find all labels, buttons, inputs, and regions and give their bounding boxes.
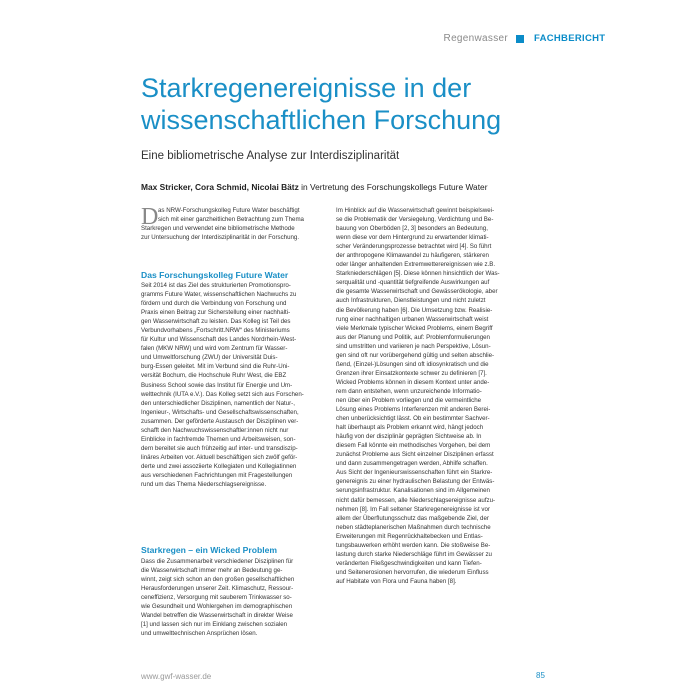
- text-line: aus der Planung und Politik, auf: Problemformulierungen: [336, 333, 490, 341]
- text-line: Im Hinblick auf die Wasserwirtschaft gewinnt beispielswei-: [336, 207, 495, 214]
- section-body-future-water: [141, 281, 335, 489]
- text-line: gramms Future Water, wissenschaftlichen Nachwuchs zu: [141, 291, 297, 299]
- text-line: Aus Sicht der Ingenieurswissenschaften führt ein Starkre-: [336, 469, 493, 477]
- text-line: sind umstritten und variieren je nach Perspektive, Lösun-: [336, 342, 491, 350]
- text-line: auch Infrastrukturen, Dienstleistungen und nicht zuletzt: [336, 297, 486, 305]
- text-line: und umwelttechnischen Ansprüchen lösen.: [141, 630, 258, 638]
- abstract-dropcap: D: [141, 204, 159, 230]
- section-body-wicked-problem: [141, 557, 335, 638]
- section-heading-future-water: Das Forschungskolleg Future Water: [141, 270, 289, 280]
- text-line: den unterschiedlicher Disziplinen, namentlich der Natur-,: [141, 399, 295, 407]
- text-line: Lösung eines Problems Interferenzen mit anderen Berei-: [336, 406, 491, 414]
- text-line: halt überhaupt als Problem erkannt wird, hängt jedoch: [336, 424, 484, 432]
- page-header: [0, 33, 700, 49]
- text-line: Erweiterungen mit Regenrückhaltebecken und Entlas-: [336, 532, 483, 540]
- text-line: nicht dafür bemessen, alle Niederschlagsereignisse aufzu-: [336, 496, 496, 504]
- text-line: häufig von der disziplinär geprägten Sichtweise ab. In: [336, 433, 482, 441]
- text-line: Wandel betreffen die Wasserwirtschaft in direkter Weise: [141, 612, 293, 620]
- text-line: der anthropogene Klimawandel zu häufigeren, stärkeren: [336, 252, 489, 260]
- text-line: welttechnik (IUTA e.V.). Das Kolleg setzt sich aus Forschen-: [141, 390, 304, 398]
- header-section: Regenwasser: [443, 33, 508, 44]
- text-line: se die Problematik der Versiegelung, Verdichtung und Be-: [336, 216, 494, 224]
- text-line: neben städteplanerischen Maßnahmen durch technische: [336, 523, 491, 531]
- text-line: und Umweltforschung (ZWU) der Universität Duis-: [141, 354, 278, 362]
- text-line: [1] und lassen sich nur im Einklang zwischen sozialen: [141, 621, 288, 629]
- text-line: serqualität und -quantität tiefgreifende Auswirkungen auf: [336, 279, 490, 287]
- text-line: ßend, (Einzel-)Lösungen sind oft idiosynkratisch und die: [336, 360, 489, 368]
- page-number: 85: [536, 671, 545, 680]
- text-line: tungsbauwerken erhöht werden kann. Die stoßweise Be-: [336, 541, 491, 549]
- text-line: auf Habitate von Flora und Fauna haben [8].: [336, 577, 457, 585]
- text-line: oder länger anhaltenden Extremwetterereignissen wie z.B.: [336, 261, 496, 269]
- text-line: Einblicke in fachfremde Themen und Arbeitsweisen, son-: [141, 435, 296, 443]
- text-line: Praxis einen Beitrag zur Sicherstellung einer nachhalti-: [141, 309, 291, 317]
- text-line: scher Veränderungsprozesse betrachtet wird [4]. So führt: [336, 243, 492, 251]
- abstract-line: sich mit einer ganzheitlichen Betrachtung zum Thema: [158, 216, 304, 223]
- author-affiliation: in Vertretung des Forschungskollegs Future Water: [298, 182, 488, 192]
- text-line: Business School sowie das Institut für Energie und Um-: [141, 381, 293, 389]
- text-line: zunächst Probleme aus Sicht einzelner Disziplinen erfasst: [336, 451, 494, 459]
- text-line: fördern und durch die Verbindung von Forschung und: [141, 300, 287, 308]
- text-line: falen (MKW NRW) und wird vom Zentrum für Wasser-: [141, 345, 288, 353]
- text-line: linäres Arbeiten vor. Aktuell beschäftigen sich zwölf geför-: [141, 453, 298, 461]
- text-line: und Seitenerosionen hervorrufen, die wiederum Einfluss: [336, 568, 489, 576]
- text-line: wie Gesundheit und Wohlergehen im demographischen: [141, 603, 293, 611]
- text-line: Herausforderungen unserer Zeit. Klimaschutz, Ressour-: [141, 585, 294, 593]
- abstract: [158, 206, 338, 224]
- abstract-line: as NRW-Forschungskolleg Future Water beschäftigt: [158, 207, 300, 214]
- text-line: Dass die Zusammenarbeit verschiedener Disziplinen für: [141, 558, 294, 565]
- text-line: derte und zwei assoziierte Kollegiaten und Kollegiatinnen: [141, 462, 297, 470]
- text-line: lastung durch starke Niederschläge führt im Gewässer zu: [336, 550, 492, 558]
- footer-url: www.gwf-wasser.de: [141, 672, 212, 681]
- text-line: rem dann entstehen, wenn unzureichende Informatio-: [336, 387, 482, 395]
- text-line: versität Bochum, die Hochschule Ruhr West, die EBZ: [141, 372, 287, 380]
- text-line: schafft den Nachwuchswissenschaftler:innen nicht nur: [141, 426, 289, 434]
- article-title: Starkregenereignisse in der wissenschaftlichen Forschung: [141, 73, 502, 135]
- text-line: zusammen. Der geförderte Austausch der Disziplinen ver-: [141, 417, 299, 425]
- text-line: genereignis zu einer hydraulischen Belastung der Entwäs-: [336, 478, 495, 486]
- text-line: die Wasserwirtschaft immer mehr an Bedeutung ge-: [141, 567, 283, 575]
- authors-line: [141, 182, 601, 192]
- text-line: Wicked Problems können in diesem Kontext unter ande-: [336, 378, 490, 386]
- article-subtitle: Eine bibliometrische Analyse zur Interdisziplinarität: [141, 150, 400, 162]
- text-line: viele Merkmale typischer Wicked Problems, einem Begriff: [336, 324, 493, 332]
- text-line: nehmen [8]. Im Fall seltener Starkregenereignisse ist vor: [336, 505, 490, 513]
- text-line: diesem Fall könnte ein methodisches Vorgehen, bei dem: [336, 442, 491, 450]
- text-line: ceneffizienz, Versorgung mit sauberem Trinkwasser so-: [141, 594, 292, 602]
- text-line: burg-Essen geleitet. Mit im Verbund sind die Ruhr-Uni-: [141, 363, 290, 371]
- author-names: Max Stricker, Cora Schmid, Nicolai Bätz: [141, 182, 299, 192]
- text-line: gen sind oft nur vorübergehend gültig und selten abschlie-: [336, 351, 495, 359]
- text-line: Starkniederschlägen [5]. Diese können hinsichtlich der Was-: [336, 270, 500, 278]
- header-category: FACHBERICHT: [534, 33, 606, 44]
- text-line: rund um das Thema Niederschlagsereignisse.: [141, 481, 267, 489]
- text-line: Ingenieur-, Wirtschafts- und Gesellschaftswissenschaften,: [141, 408, 299, 416]
- section-heading-wicked-problem: Starkregen – ein Wicked Problem: [141, 545, 278, 555]
- text-line: Verbundvorhabens „Fortschritt.NRW“ des Ministeriums: [141, 327, 290, 335]
- text-line: allem der Überflutungsschutz das maßgebende Ziel, der: [336, 514, 489, 522]
- text-line: gen Wasserwirtschaft zu leisten. Das Kolleg ist Teil des: [141, 318, 291, 326]
- text-line: und dann zusammengetragen werden, Abhilfe schaffen.: [336, 460, 488, 468]
- text-line: rung einer nachhaltigen urbanen Wasserwirtschaft weist: [336, 315, 489, 323]
- text-line: die gesamte Wasserwirtschaft und Gewässerökologie, aber: [336, 288, 498, 296]
- text-line: bauung von Oberböden [2, 3] besonders an Bedeutung,: [336, 225, 488, 233]
- text-line: winnt, zeigt sich schon an den großen gesellschaftlichen: [141, 576, 295, 584]
- text-line: Seit 2014 ist das Ziel des strukturierten Promotionspro-: [141, 282, 291, 289]
- text-line: aus verschiedenen Fachrichtungen mit Fragestellungen: [141, 471, 293, 479]
- text-line: die Bevölkerung haben [6]. Die Umsetzung bzw. Realisie-: [336, 306, 493, 314]
- text-line: serungsinfrastruktur. Kanalisationen sind im Allgemeinen: [336, 487, 490, 495]
- abstract-line: zur Untersuchung der Interdisziplinarität in der Forschung.: [141, 234, 300, 241]
- text-line: chen unberücksichtigt lässt. Ob ein bestimmter Sachver-: [336, 415, 490, 423]
- right-column: [336, 206, 536, 586]
- header-square-icon: [516, 35, 524, 43]
- text-line: nen über ein Problem vorliegen und die vermeintliche: [336, 396, 482, 404]
- abstract-cont: [141, 224, 335, 242]
- abstract-line: Starkregen und verwendet eine bibliometrische Methode: [141, 225, 295, 232]
- text-line: für Kultur und Wissenschaft des Landes Nordrhein-West-: [141, 336, 297, 344]
- text-line: wenn diese vor dem Hintergrund zu erwartender klimati-: [336, 234, 489, 242]
- text-line: veränderten Fließgeschwindigkeiten und kann Tiefen-: [336, 559, 482, 567]
- text-line: dern bereitet sie auch frühzeitig auf inter- und transdiszip-: [141, 444, 298, 452]
- text-line: Grenzen ihrer Einsatzkontexte schwer zu definieren [7].: [336, 369, 487, 377]
